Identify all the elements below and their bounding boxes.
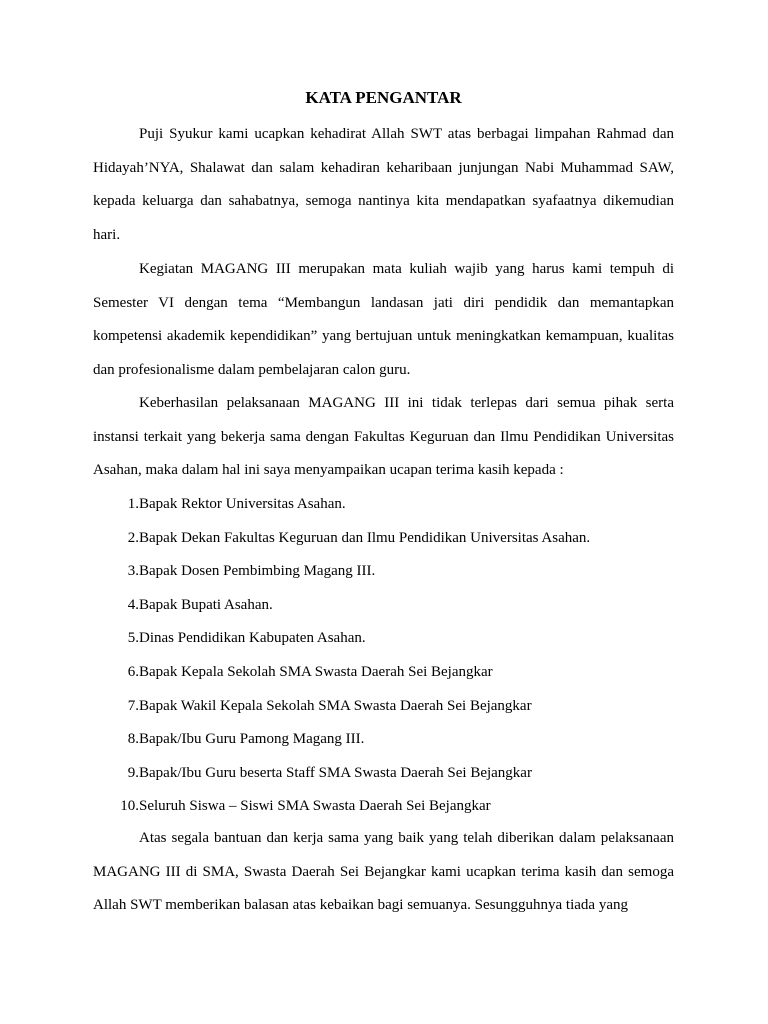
list-item xyxy=(93,589,674,623)
list-item-text: Bapak Dosen Pembimbing Magang III. xyxy=(139,563,376,580)
list-item xyxy=(93,555,674,589)
list-item-number: 7. xyxy=(127,697,139,714)
list-item-text: Bapak Bupati Asahan. xyxy=(139,596,273,613)
list-item xyxy=(93,690,674,724)
list-item-number: 3. xyxy=(127,563,139,580)
list-item-number: 10. xyxy=(120,798,139,815)
document-page xyxy=(93,0,674,1024)
list-item-text: Bapak/Ibu Guru beserta Staff SMA Swasta Daerah Sei Bejangkar xyxy=(139,764,532,781)
list-item xyxy=(93,723,674,757)
acknowledgement-list xyxy=(93,488,674,824)
list-item-number: 4. xyxy=(127,596,139,613)
list-item-number: 8. xyxy=(127,731,139,748)
paragraph-opening: Puji Syukur kami ucapkan kehadirat Allah SWT atas berbagai limpahan Rahmad dan Hidayah’NYA, Shalawat dan salam kehadiran keharibaan junjungan Nabi Muhammad SAW, kepada keluarga dan sahabatnya, semoga nantinya kita mendapatkan syafaatnya dikemudian hari. xyxy=(93,126,674,243)
list-item-text: Bapak Wakil Kepala Sekolah SMA Swasta Daerah Sei Bejangkar xyxy=(139,697,532,714)
list-item-number: 2. xyxy=(127,529,139,546)
list-item-text: Dinas Pendidikan Kabupaten Asahan. xyxy=(139,630,366,647)
list-item xyxy=(93,522,674,556)
list-item-text: Bapak/Ibu Guru Pamong Magang III. xyxy=(139,731,365,748)
list-item-text: Bapak Rektor Universitas Asahan. xyxy=(139,496,346,512)
list-item xyxy=(93,622,674,656)
list-item xyxy=(93,790,674,824)
list-item-text: Bapak Kepala Sekolah SMA Swasta Daerah Sei Bejangkar xyxy=(139,663,493,680)
list-item-number: 9. xyxy=(127,764,139,781)
list-item xyxy=(93,656,674,690)
list-item xyxy=(93,757,674,791)
list-item-number: 5. xyxy=(127,630,139,647)
page-title: KATA PENGANTAR xyxy=(305,88,462,107)
list-item xyxy=(93,488,674,522)
list-item-number: 1. xyxy=(127,496,139,512)
paragraph-closing: Atas segala bantuan dan kerja sama yang baik yang telah diberikan dalam pelaksanaan MAGANG III di SMA, Swasta Daerah Sei Bejangkar kami ucapkan terima kasih dan semoga Allah SWT memberikan balasan atas kebaikan bagi semuanya. Sesungguhnya tiada yang xyxy=(93,830,674,914)
paragraph-magang-description: Kegiatan MAGANG III merupakan mata kuliah wajib yang harus kami tempuh di Semester VI dengan tema “Membangun landasan jati diri pendidik dan memantapkan kompetensi akademik kependidikan” yang bertujuan untuk meningkatkan kemampuan, kualitas dan profesionalisme dalam pembelajaran calon guru. xyxy=(93,261,674,378)
paragraph-acknowledgement-intro: Keberhasilan pelaksanaan MAGANG III ini tidak terlepas dari semua pihak serta instansi terkait yang bekerja sama dengan Fakultas Keguruan dan Ilmu Pendidikan Universitas Asahan, maka dalam hal ini saya menyampaikan ucapan terima kasih kepada : xyxy=(93,395,674,479)
list-item-text: Seluruh Siswa – Siswi SMA Swasta Daerah Sei Bejangkar xyxy=(139,798,491,815)
list-item-number: 6. xyxy=(127,663,139,680)
list-item-text: Bapak Dekan Fakultas Keguruan dan Ilmu Pendidikan Universitas Asahan. xyxy=(139,529,591,546)
